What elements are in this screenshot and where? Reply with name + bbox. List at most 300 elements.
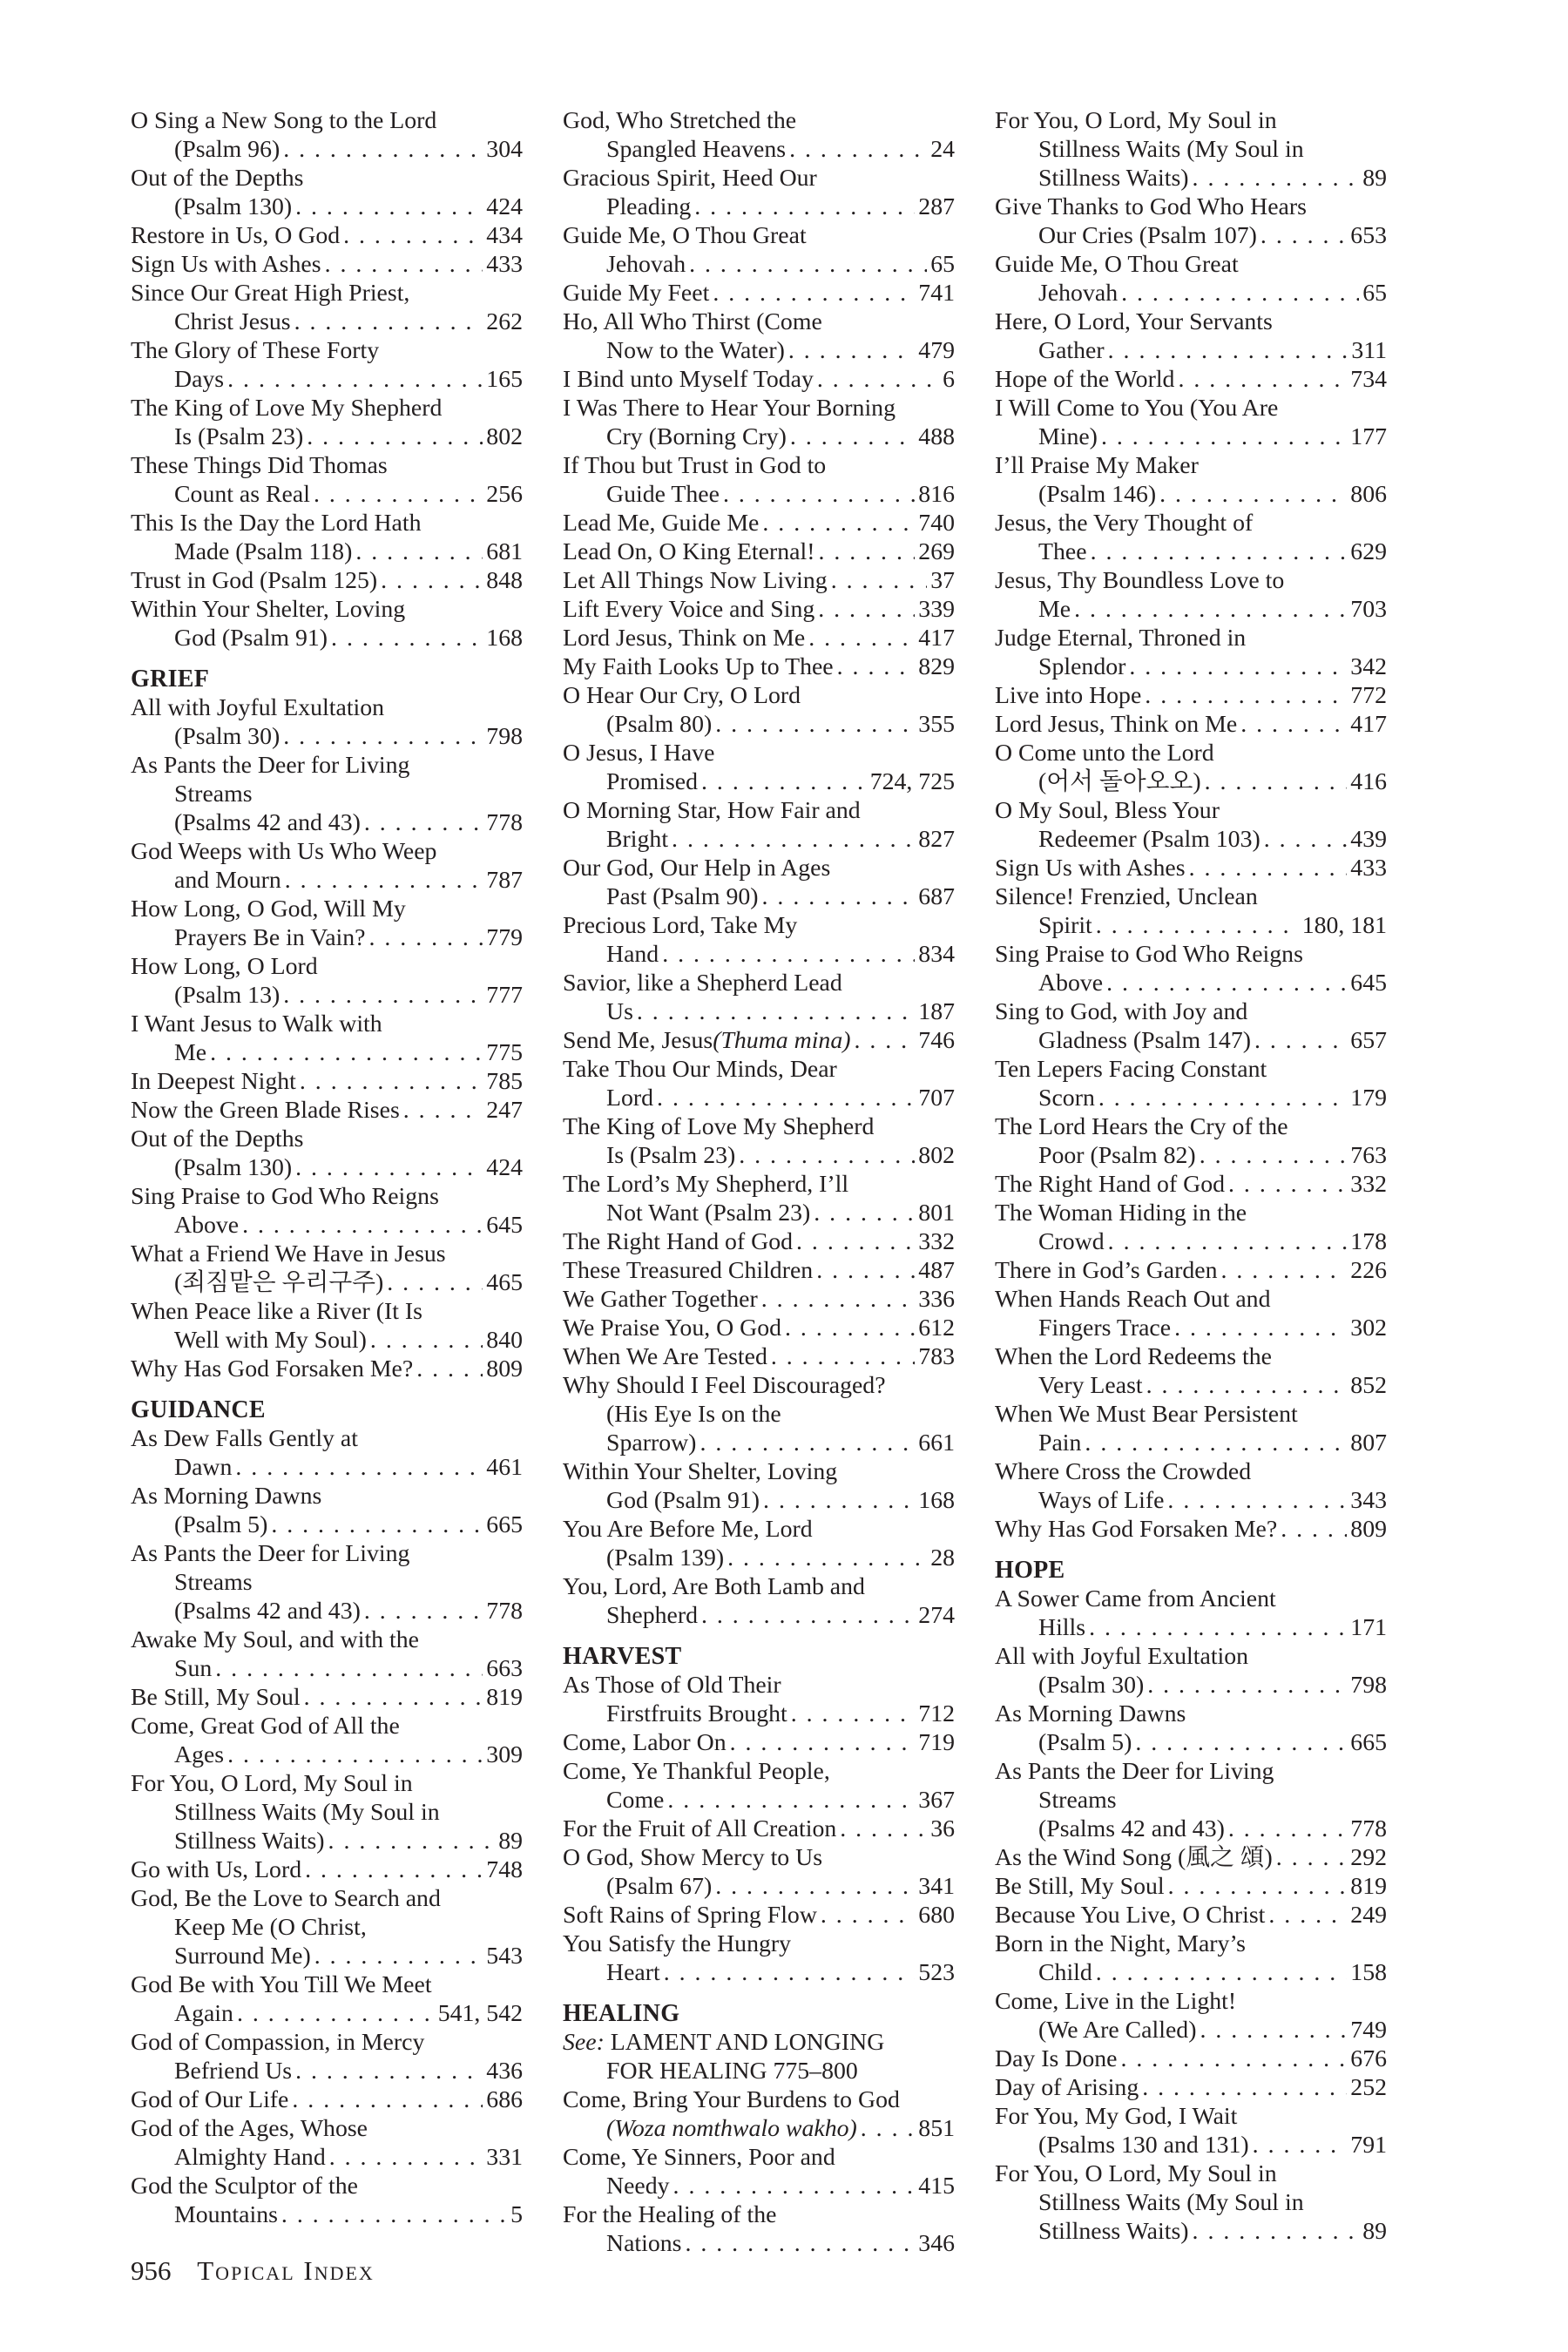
entry-leader-line — [563, 250, 955, 279]
section-heading: HEALING — [563, 2000, 680, 2027]
hymn-number: 346 — [918, 2230, 955, 2257]
hymn-number: 741 — [918, 280, 955, 307]
hymn-number: 543 — [486, 1943, 523, 1970]
entry-title-line: (Psalm 96) — [174, 136, 280, 163]
entry-leader-line — [131, 566, 523, 595]
dot-leader — [1159, 480, 1347, 509]
hymn-number: 304 — [486, 136, 523, 163]
dot-leader — [771, 1342, 915, 1371]
entry-title-line: (His Eye Is on the — [606, 1401, 781, 1428]
hymn-number: 292 — [1350, 1844, 1387, 1871]
index-entry — [131, 509, 523, 566]
entry-title-line: The Lord Hears the Cry of the — [995, 1113, 1288, 1140]
entry-leader-line — [131, 1740, 523, 1769]
dot-leader — [328, 1827, 496, 1855]
dot-leader — [816, 1256, 915, 1285]
index-entry — [995, 1515, 1387, 1544]
entry-title-line: Sign Us with Ashes — [995, 855, 1186, 882]
entry-leader-line — [131, 250, 523, 279]
index-entry — [995, 997, 1387, 1055]
index-entry — [131, 164, 523, 221]
hymn-number: 343 — [1350, 1487, 1387, 1514]
dot-leader — [403, 1096, 483, 1125]
dot-leader — [672, 825, 915, 854]
index-entry — [131, 250, 523, 279]
entry-leader-line — [131, 1326, 523, 1355]
dot-leader — [1254, 1026, 1347, 1055]
index-entry — [131, 1970, 523, 2028]
dot-leader — [1193, 164, 1360, 193]
hymn-number: 309 — [486, 1741, 523, 1768]
hymn-number: 686 — [486, 2086, 523, 2113]
dot-leader — [1074, 595, 1347, 624]
hymn-number: 341 — [918, 1873, 955, 1900]
entry-title-line: Fingers Trace — [1038, 1315, 1172, 1342]
entry-leader-line — [131, 866, 523, 895]
entry-leader-line — [131, 722, 523, 751]
index-entry — [563, 1843, 955, 1901]
dot-leader — [227, 1740, 483, 1769]
dot-leader — [1168, 1872, 1348, 1901]
entry-leader-line — [995, 1371, 1387, 1400]
entry-leader-line — [131, 2200, 523, 2229]
index-entry — [131, 221, 523, 250]
entry-title-line: Spirit — [1038, 912, 1092, 939]
entry-title-line: Shepherd — [606, 1602, 698, 1629]
entry-title-line: O God, Show Mercy to Us — [563, 1844, 823, 1871]
hymn-number: 165 — [486, 366, 523, 393]
hymn-number: 416 — [1350, 768, 1387, 795]
entry-title-line: Not Want (Psalm 23) — [606, 1200, 811, 1227]
hymn-number: 269 — [918, 538, 955, 565]
index-entry — [563, 1112, 955, 1170]
entry-title-line: God of Our Life — [131, 2086, 289, 2113]
entry-title-line: Guide Me, O Thou Great — [995, 251, 1239, 278]
index-entry — [563, 1572, 955, 1630]
hymn-number: 415 — [918, 2173, 955, 2200]
dot-leader — [1108, 1227, 1348, 1256]
dot-leader — [285, 866, 483, 895]
entry-leader-line — [131, 135, 523, 164]
entry-title-line: O Sing a New Song to the Lord — [131, 107, 437, 134]
entry-title-line: Lord — [606, 1085, 654, 1112]
entry-title-line: Day of Arising — [995, 2074, 1139, 2101]
entry-leader-line — [563, 1601, 955, 1630]
entry-title-line: Guide Me, O Thou Great — [563, 222, 807, 249]
dot-leader — [762, 882, 916, 911]
entry-title-line: Stillness Waits) — [1038, 2218, 1189, 2245]
entry-title-line: Ways of Life — [1038, 1487, 1165, 1514]
hymn-number: 262 — [486, 308, 523, 335]
hymn-number: 367 — [918, 1787, 955, 1814]
entry-title-line: Since Our Great High Priest, — [131, 280, 410, 307]
hymn-number: 748 — [486, 1856, 523, 1883]
entry-title-line: The Lord’s My Shepherd, I’ll — [563, 1171, 849, 1198]
entry-title-line: Send Me, Jesus — [563, 1027, 713, 1054]
dot-leader — [1145, 681, 1347, 710]
entry-title-line: You Satisfy the Hungry — [563, 1930, 792, 1957]
hymn-number: 28 — [930, 1544, 955, 1571]
dot-leader — [1264, 825, 1348, 854]
hymn-number: 523 — [918, 1959, 955, 1986]
entry-title-line: (We Are Called) — [1038, 2017, 1197, 2044]
entry-title-line: (Psalm 30) — [174, 723, 280, 750]
hymn-number: 827 — [918, 826, 955, 853]
hymn-number: 168 — [918, 1487, 955, 1514]
entry-leader-line — [563, 2229, 955, 2258]
entry-title-line: How Long, O God, Will My — [131, 896, 406, 923]
entry-title-line: God, Be the Love to Search and — [131, 1885, 441, 1912]
dot-leader — [1200, 2016, 1347, 2044]
entry-title-line: Out of the Depths — [131, 165, 304, 192]
section-heading: HOPE — [995, 1557, 1065, 1584]
entry-title-line: I Bind unto Myself Today — [563, 366, 814, 393]
dot-leader — [1147, 1671, 1347, 1700]
entry-title-line: (Psalm 13) — [174, 982, 280, 1009]
hymn-number: 802 — [918, 1142, 955, 1169]
index-entry — [563, 509, 955, 537]
hymn-number: 802 — [486, 423, 523, 450]
entry-title-line: We Praise You, O God — [563, 1315, 782, 1342]
entry-leader-line — [563, 1026, 955, 1055]
index-entry — [131, 1625, 523, 1683]
hymn-number: 417 — [1350, 711, 1387, 738]
entry-title-line: For You, O Lord, My Soul in — [995, 2160, 1277, 2187]
dot-leader — [283, 981, 483, 1010]
entry-leader-line — [563, 2172, 955, 2200]
entry-leader-line — [131, 1999, 523, 2028]
hymn-number: 665 — [1350, 1729, 1387, 1756]
entry-leader-line — [131, 981, 523, 1010]
entry-leader-line — [563, 825, 955, 854]
index-entry — [563, 1055, 955, 1112]
dot-leader — [295, 2057, 483, 2085]
entry-title-line: Why Should I Feel Discouraged? — [563, 1372, 886, 1399]
entry-title-line: Christ Jesus — [174, 308, 291, 335]
dot-leader — [785, 1314, 915, 1342]
entry-leader-line — [131, 1597, 523, 1625]
dot-leader — [1228, 1815, 1347, 1843]
index-column-1 — [131, 106, 523, 2229]
entry-title-line: Be Still, My Soul — [995, 1873, 1165, 1900]
entry-title-line: Lord Jesus, Think on Me — [995, 711, 1238, 738]
entry-leader-line — [131, 537, 523, 566]
entry-title-line: Born in the Night, Mary’s — [995, 1930, 1246, 1957]
hymn-number: 661 — [918, 1429, 955, 1456]
entry-title-line: (죄짐맡은 우리구주) — [174, 1269, 384, 1296]
entry-title-line: If Thou but Trust in God to — [563, 452, 827, 479]
hymn-number: 439 — [1350, 826, 1387, 853]
entry-title-line: Lead Me, Guide Me — [563, 510, 760, 537]
entry-title-line: Me — [174, 1039, 207, 1066]
entry-leader-line — [995, 1728, 1387, 1757]
entry-title-line: As the Wind Song (風之 頌) — [995, 1844, 1273, 1871]
dot-leader — [1281, 1515, 1347, 1544]
entry-title-line: The Right Hand of God — [995, 1171, 1226, 1198]
entry-title-line: Savior, like a Shepherd Lead — [563, 970, 842, 997]
entry-title-line: Sing Praise to God Who Reigns — [131, 1183, 439, 1210]
entry-leader-line — [563, 279, 955, 308]
index-entry — [995, 2044, 1387, 2073]
hymn-number: 158 — [1350, 1959, 1387, 1986]
entry-leader-line — [131, 1211, 523, 1240]
hymn-number: 541, 542 — [437, 2000, 523, 2027]
entry-title-line: Nations — [606, 2230, 682, 2257]
hymn-number: 180, 181 — [1301, 912, 1387, 939]
index-entry — [995, 1199, 1387, 1256]
entry-title-line: Jehovah — [606, 251, 686, 278]
dot-leader — [295, 193, 483, 221]
index-entry — [563, 739, 955, 796]
entry-title-line: Ho, All Who Thirst (Come — [563, 308, 822, 335]
entry-leader-line — [131, 2143, 523, 2172]
entry-title-line: (Psalm 130) — [174, 1154, 293, 1181]
dot-leader — [818, 595, 915, 624]
entry-title-line: Sing Praise to God Who Reigns — [995, 941, 1303, 968]
hymn-number: 247 — [486, 1097, 523, 1124]
index-entry — [563, 1728, 955, 1757]
entry-title-line: Come, Live in the Light! — [995, 1988, 1237, 2015]
dot-leader — [715, 1872, 915, 1901]
entry-title-line: The Woman Hiding in the — [995, 1200, 1247, 1227]
entry-leader-line — [131, 308, 523, 336]
index-entry — [563, 681, 955, 739]
entry-title-line: Prayers Be in Vain? — [174, 924, 366, 951]
dot-leader — [701, 1601, 915, 1630]
entry-title-line: Us — [606, 998, 633, 1025]
hymn-number: 287 — [918, 193, 955, 220]
hymn-number: 772 — [1350, 682, 1387, 709]
entry-title-line: Mountains — [174, 2201, 278, 2228]
entry-leader-line — [995, 1314, 1387, 1342]
entry-title-line: Come, Ye Sinners, Poor and — [563, 2144, 835, 2171]
entry-leader-line — [563, 1285, 955, 1314]
entry-title-line: Live into Hope — [995, 682, 1142, 709]
entry-leader-line — [563, 365, 955, 394]
index-entry — [995, 2073, 1387, 2102]
index-entry — [995, 308, 1387, 365]
entry-leader-line — [563, 193, 955, 221]
entry-title-line: Our Cries (Psalm 107) — [1038, 222, 1257, 249]
entry-title-line: When Peace like a River (It Is — [131, 1298, 422, 1325]
entry-title-line: When We Are Tested — [563, 1343, 767, 1370]
entry-title-line: Above — [1038, 970, 1104, 997]
index-entry — [563, 451, 955, 509]
dot-leader — [854, 1026, 915, 1055]
entry-title-line: Out of the Depths — [131, 1125, 304, 1152]
hymn-number: 65 — [930, 251, 955, 278]
entry-title-line: God, Who Stretched the — [563, 107, 797, 134]
dot-leader — [1205, 767, 1348, 796]
index-entry — [563, 624, 955, 652]
index-entry — [131, 1855, 523, 1884]
dot-leader — [808, 624, 915, 652]
entry-title-line: Now the Green Blade Rises — [131, 1097, 400, 1124]
entry-title-line: Promised — [606, 768, 699, 795]
dot-leader — [355, 537, 483, 566]
dot-leader — [364, 1597, 483, 1625]
dot-leader — [1276, 1843, 1348, 1872]
index-entry — [995, 566, 1387, 624]
dot-leader — [817, 365, 939, 394]
dot-leader — [1106, 969, 1347, 997]
entry-title-line: Give Thanks to God Who Hears — [995, 193, 1307, 220]
entry-leader-line — [563, 509, 955, 537]
dot-leader — [657, 1084, 915, 1112]
entry-leader-line — [995, 1843, 1387, 1872]
entry-leader-line — [995, 2044, 1387, 2073]
hymn-number: 676 — [1350, 2045, 1387, 2072]
entry-title-line: Day Is Done — [995, 2045, 1118, 2072]
hymn-number: 819 — [1350, 1873, 1387, 1900]
entry-title-line: As Dew Falls Gently at — [131, 1425, 358, 1452]
hymn-number: 434 — [486, 222, 523, 249]
index-entry — [563, 365, 955, 394]
hymn-number: 226 — [1350, 1257, 1387, 1284]
index-entry — [131, 451, 523, 509]
entry-leader-line — [563, 882, 955, 911]
dot-leader — [727, 1544, 927, 1572]
index-entry — [131, 106, 523, 164]
entry-title-line: God (Psalm 91) — [174, 625, 328, 652]
dot-leader — [271, 1511, 483, 1539]
entry-leader-line — [995, 1026, 1387, 1055]
dot-leader — [723, 480, 915, 509]
entry-leader-line — [995, 1872, 1387, 1901]
entry-leader-line — [995, 422, 1387, 451]
entry-title-line: Almighty Hand — [174, 2144, 326, 2171]
entry-title-line: Within Your Shelter, Loving — [131, 596, 406, 623]
entry-title-line: God (Psalm 91) — [606, 1487, 760, 1514]
entry-title-line: Heart — [606, 1959, 660, 1986]
index-entry — [995, 1901, 1387, 1930]
entry-title-line: Judge Eternal, Throned in — [995, 625, 1247, 652]
dot-leader — [1096, 911, 1299, 940]
entry-title-line: I Want Jesus to Walk with — [131, 1010, 382, 1037]
entry-title-line: Stillness Waits) — [1038, 165, 1189, 192]
hymn-number: 763 — [1350, 1142, 1387, 1169]
index-entry — [131, 2172, 523, 2229]
index-entry — [995, 1170, 1387, 1199]
entry-leader-line — [563, 1141, 955, 1170]
dot-leader — [739, 1141, 915, 1170]
index-entry — [563, 164, 955, 221]
entry-title-line: Come — [606, 1787, 665, 1814]
dot-leader — [1174, 1314, 1347, 1342]
hymn-number: 336 — [918, 1286, 955, 1313]
entry-leader-line — [995, 1429, 1387, 1457]
entry-leader-line — [563, 997, 955, 1026]
index-entry — [995, 2102, 1387, 2159]
entry-title-line: (Psalm 139) — [606, 1544, 725, 1571]
hymn-number: 187 — [918, 998, 955, 1025]
entry-leader-line — [995, 336, 1387, 365]
hymn-number: 332 — [1350, 1171, 1387, 1198]
hymn-number: 436 — [486, 2058, 523, 2085]
entry-leader-line — [563, 1728, 955, 1757]
index-entry — [563, 1026, 955, 1055]
entry-leader-line — [563, 1429, 955, 1457]
entry-leader-line — [131, 1827, 523, 1855]
entry-leader-line — [131, 1511, 523, 1539]
entry-title-line: Is (Psalm 23) — [606, 1142, 736, 1169]
index-entry — [995, 1342, 1387, 1400]
page-footer — [131, 2255, 375, 2287]
index-entry — [995, 1700, 1387, 1757]
dot-leader — [381, 566, 483, 595]
hymn-number: 645 — [486, 1212, 523, 1239]
dot-leader — [1091, 537, 1348, 566]
entry-title-line: Above — [174, 1212, 240, 1239]
entry-title-line: As Pants the Deer for Living — [131, 752, 410, 779]
entry-title-line: Redeemer (Psalm 103) — [1038, 826, 1260, 853]
entry-leader-line — [131, 808, 523, 837]
hymn-number: 342 — [1350, 653, 1387, 680]
index-entry — [995, 796, 1387, 854]
index-entry — [563, 2085, 955, 2143]
hymn-number: 807 — [1350, 1429, 1387, 1456]
dot-leader — [861, 2114, 916, 2143]
entry-leader-line — [995, 221, 1387, 250]
entry-leader-line — [131, 1855, 523, 1884]
cross-reference-target: FOR HEALING 775–800 — [606, 2058, 858, 2085]
dot-leader — [837, 652, 916, 681]
entry-title-line: Awake My Soul, and with the — [131, 1626, 419, 1653]
entry-leader-line — [995, 1958, 1387, 1987]
hymn-number: 809 — [486, 1355, 523, 1382]
index-entry — [131, 693, 523, 751]
hymn-number: 612 — [918, 1315, 955, 1342]
index-entry — [995, 710, 1387, 739]
entry-title-line: All with Joyful Exultation — [995, 1643, 1249, 1670]
index-entry — [131, 279, 523, 336]
entry-leader-line — [995, 2217, 1387, 2246]
dot-leader — [331, 624, 483, 652]
index-entry — [995, 854, 1387, 882]
hymn-number: 851 — [918, 2115, 955, 2142]
entry-title-line: Streams — [174, 1569, 253, 1596]
dot-leader — [667, 1786, 915, 1815]
dot-leader — [701, 767, 867, 796]
hymn-number: 6 — [943, 366, 955, 393]
index-entry — [563, 595, 955, 624]
entry-title-line: Child — [1038, 1959, 1092, 1986]
hymn-number: 809 — [1350, 1516, 1387, 1543]
hymn-number: 424 — [486, 1154, 523, 1181]
entry-leader-line — [131, 1355, 523, 1383]
hymn-number: 465 — [486, 1269, 523, 1296]
entry-leader-line — [563, 1786, 955, 1815]
hymn-number: 65 — [1362, 280, 1387, 307]
entry-title-line: My Faith Looks Up to Thee — [563, 653, 834, 680]
index-entry — [563, 566, 955, 595]
index-entry — [563, 1227, 955, 1256]
index-entry — [131, 1482, 523, 1539]
index-entry — [995, 624, 1387, 681]
entry-title-line: Within Your Shelter, Loving — [563, 1458, 838, 1485]
entry-leader-line — [131, 1067, 523, 1096]
hymn-number: 719 — [918, 1729, 955, 1756]
entry-title-line: Dawn — [174, 1454, 233, 1481]
hymn-number: 5 — [510, 2201, 523, 2228]
entry-leader-line — [563, 1227, 955, 1256]
entry-title-line: Trust in God (Psalm 125) — [131, 567, 378, 594]
entry-leader-line — [131, 1038, 523, 1067]
index-entry — [131, 837, 523, 895]
entry-leader-line — [995, 1084, 1387, 1112]
entry-leader-line — [563, 422, 955, 451]
dot-leader — [789, 135, 927, 164]
